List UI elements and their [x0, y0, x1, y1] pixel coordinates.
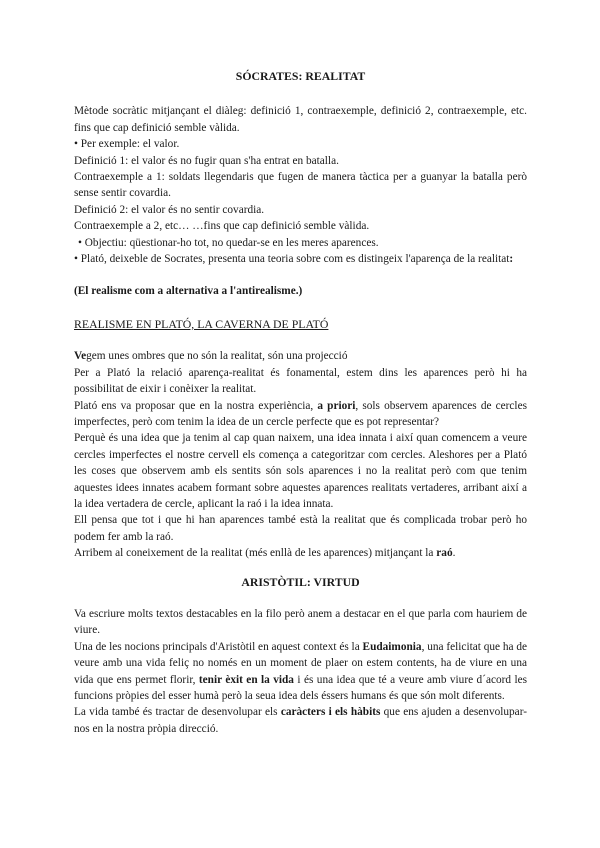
knowledge-bold: raó: [436, 547, 453, 560]
title-socrates: SÓCRATES: REALITAT: [235, 69, 366, 83]
document-content: [74, 68, 527, 737]
eudaimonia-text-1: Una de les nocions principals d'Aristòtil en aquest context és la: [74, 640, 363, 653]
bullet-example: • Per exemple: el valor.: [74, 138, 180, 151]
shadows-text: gem unes ombres que no són la realitat, són una projecció: [86, 350, 348, 363]
definition-1: Definició 1: el valor és no fugir quan s'ha entrat en batalla.: [74, 154, 339, 167]
habits-text-1: La vida també és tractar de desenvolupar els: [74, 706, 281, 719]
paragraph-habits: [74, 704, 527, 737]
paragraph-reason: Ell pensa que tot i que hi han aparences també està la realitat que és complicada trobar però ho podem fer amb la raó.: [74, 514, 527, 543]
knowledge-end: .: [452, 547, 456, 560]
definition-2: Definició 2: el valor és no sentir covardia.: [74, 203, 265, 216]
bold-realism-line: (El realisme com a alternativa a l'antirealisme.): [74, 285, 303, 298]
a-priori-text-1: Plató ens va proposar que en la nostra experiència,: [74, 399, 318, 412]
subtitle-cave: REALISME EN PLATÓ, LA CAVERNA DE PLATÓ: [74, 316, 329, 331]
eudaimonia-text-3: i és una idea que té a veure amb viure d´acord les funcions pròpies del esser humà però la seua idea dels éssers humans és que són molt diferents.: [74, 673, 528, 702]
paragraph-innate-idea: Perquè és una idea que ja tenim al cap quan naixem, una idea innata i així quan comencem a veure cercles imperfectes el nostre cervell els comença a categoritzar com cercles. Aleshores per a Plató les coses que observem amb els sentits són sols aparences i no la realitat però com que tenim aquestes idees innates acabem formant sobre aquestes aparences realitats vertaderes, arribant així a la idea vertadera de cercle, aplicant la raó i la idea innata.: [74, 432, 527, 510]
paragraph-knowledge: [74, 545, 527, 561]
spacer: [74, 300, 527, 316]
shadows-bold-start: Ve: [74, 350, 87, 363]
bullet-plato: [74, 251, 527, 267]
a-priori-text-2: , sols observem aparences de cercles imperfectes, però com tenim la idea de un cercle perfecte que es pot representar?: [74, 399, 527, 428]
title-aristotle: ARISTÒTIL: VIRTUD: [241, 574, 360, 589]
knowledge-text: Arribem al coneixement de la realitat (més enllà de les aparences) mitjançant la: [74, 547, 437, 560]
plato-text: • Plató, deixeble de Socrates, presenta una teoria sobre com es distingeix l'aparença de la realitat: [74, 253, 510, 266]
eudaimonia-text-2: , una felicitat que ha de veure amb una vida feliç no només en un moment de plaer on estem contents, ha de viure en una vida que ens permet florir,: [74, 640, 528, 686]
bullet-objective: • Objectiu: qüestionar-ho tot, no quedar-se en les meres aparences.: [78, 236, 379, 249]
eudaimonia-bold: Eudaimonia: [362, 640, 422, 653]
paragraph-method: Mètode socràtic mitjançant el diàleg: definició 1, contraexemple, definició 2, contraexemple, etc. fins que cap definició semble vàlida.: [74, 105, 527, 134]
plato-colon: :: [509, 253, 514, 266]
habits-text-2: que ens ajuden a desenvolupar-nos en la nostra pròpia direcció.: [74, 706, 527, 735]
paragraph-shadows: [74, 348, 527, 364]
paragraph-a-priori: [74, 398, 527, 431]
counterexample-2: Contraexemple a 2, etc… …fins que cap definició semble vàlida.: [74, 220, 370, 233]
a-priori-bold: a priori: [317, 399, 356, 412]
paragraph-appearance-reality: Per a Plató la relació aparença-realitat és fonamental, estem dins les aparences però hi ha possibilitat de eixir i conèixer la realitat.: [74, 366, 527, 396]
spacer: [74, 267, 527, 283]
spacer: [74, 562, 527, 574]
habits-bold: caràcters i els hàbits: [280, 706, 381, 719]
paragraph-eudaimonia: [74, 639, 527, 705]
counterexample-1: Contraexemple a 1: soldats llegendaris que fugen de manera tàctica per a guanyar la batalla però sense sentir covardia.: [74, 171, 527, 200]
paragraph-texts: Va escriure molts textos destacables en la filo però anem a destacar en el que parla com hauriem de viure.: [74, 607, 527, 637]
success-bold: tenir èxit en la vida: [198, 673, 294, 686]
